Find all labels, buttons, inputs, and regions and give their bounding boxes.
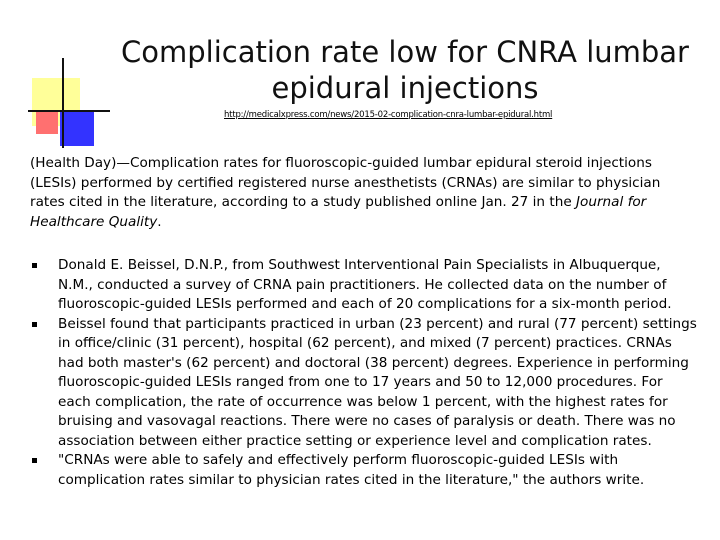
- bullet-icon: [32, 263, 37, 268]
- decor-horizontal-line: [28, 110, 110, 112]
- bullet-icon: [32, 458, 37, 463]
- bullet-text: "CRNAs were able to safely and effectively perform fluoroscopic-guided LESIs with complication rates similar to physician rates cited in the literature," the authors write.: [58, 452, 645, 488]
- intro-text: (Health Day)—Complication rates for fluoroscopic-guided lumbar epidural steroid injections (LESIs) performed by certified registered nurse anesthetists (CRNAs) are similar to physician rates cited in the literature, according to a study published online Jan. 27 in the: [30, 155, 661, 210]
- bullet-text: Donald E. Beissel, D.N.P., from Southwest Interventional Pain Specialists in Albuquerque, N.M., conducted a survey of CRNA pain practitioners. He collected data on the number of fluoroscopic-guided LESIs performed and each of 20 complications for a six-month period.: [58, 257, 672, 312]
- decor-blue-square: [60, 112, 94, 146]
- decor-vertical-line: [62, 58, 64, 148]
- intro-end: .: [157, 213, 162, 230]
- bullet-list: [30, 256, 698, 490]
- bullet-text: Beissel found that participants practiced in urban (23 percent) and rural (77 percent) settings in office/clinic (31 percent), hospital (62 percent), and mixed (7 percent) practices. CRNAs had both master's (62 percent) and doctoral (38 percent) degrees. Experience in performing fluoroscopic-guided LESIs ranged from one to 17 years and 50 to 12,000 procedures. For each complication, the rate of occurrence was below 1 percent, with the highest rates for bruising and vasovagal reactions. There were no cases of paralysis or death. There was no association between either practice setting or experience level and complication rates.: [58, 315, 697, 449]
- list-item: [30, 315, 698, 452]
- intro-paragraph: [30, 154, 698, 232]
- bullet-icon: [32, 322, 37, 327]
- source-link[interactable]: http://medicalxpress.com/news/2015-02-complication-cnra-lumbar-epidural.html: [224, 110, 553, 120]
- list-item: [30, 451, 698, 490]
- list-item: [30, 256, 698, 315]
- decor-red-square: [36, 112, 58, 134]
- slide-title: Complication rate low for CNRA lumbar epidural injections: [121, 35, 689, 105]
- journal-name: Journal for Healthcare Quality: [30, 194, 647, 230]
